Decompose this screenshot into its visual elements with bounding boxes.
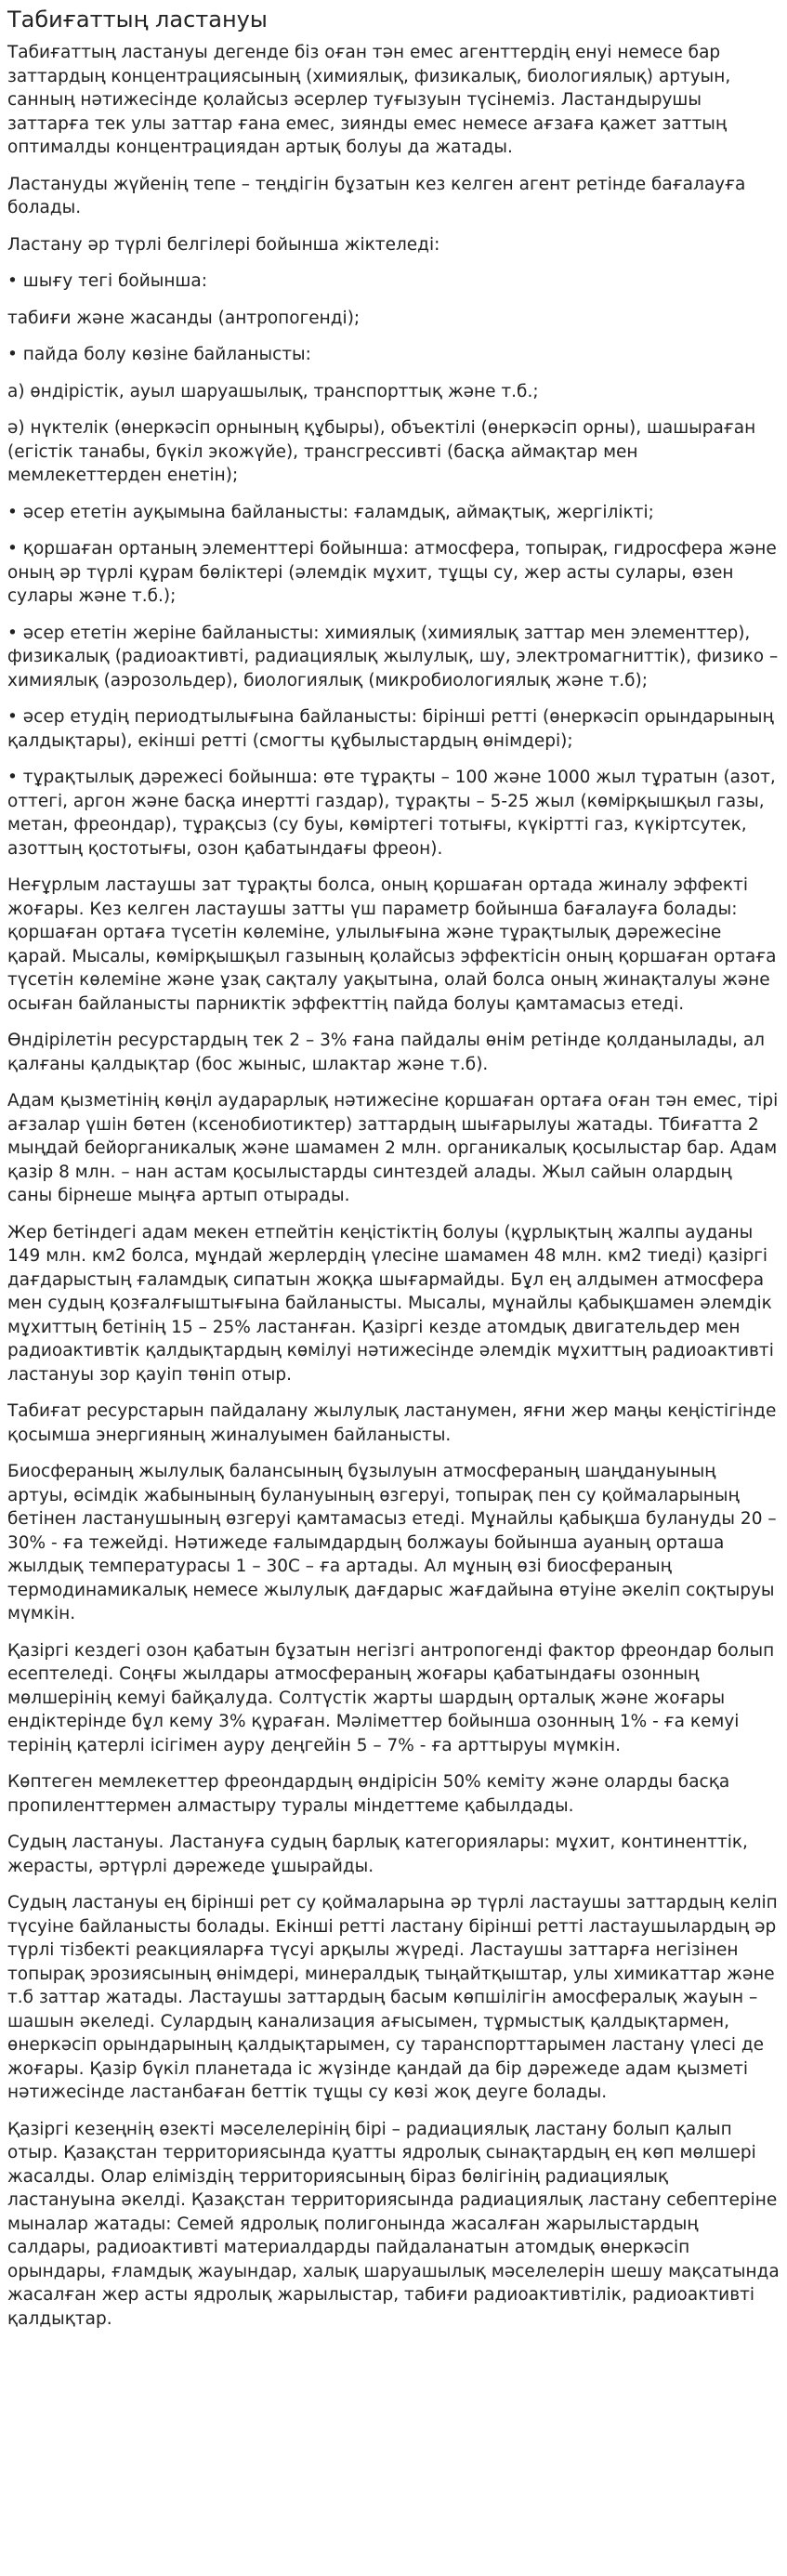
paragraph: Табиғат ресурстарын пайдалану жылулық ластанумен, яғни жер маңы кеңістігінде қосымша энергияның жиналуымен байланысты. <box>7 1401 777 1445</box>
list-item: табиғи және жасанды (антропогенді); <box>7 308 361 328</box>
paragraph: Табиғаттың ластануы дегенде біз оған тән емес агенттердің енуі немесе бар заттардың концентрациясының (химиялық, физикалық, биологиялық) артуын, санның нәтижесінде қолайсыз әсерлер туғызуын түсінеміз. Ластандырушы заттарға тек улы заттар ғана емес, зиянды емес немесе ағзаға қажет заттың оптималды концентрациядан артық болуы да жатады. <box>7 43 731 157</box>
list-item: • пайда болу көзіне байланысты: <box>7 345 311 364</box>
list-item: • әсер ететін ауқымына байланысты: ғаламдық, аймақтық, жергілікті; <box>7 502 654 522</box>
paragraph: Өндірілетін ресурстардың тек 2 – 3% ғана пайдалы өнім ретінде қолданылады, ал қалғаны қалдықтар (бос жыныс, шлактар және т.б). <box>7 1031 765 1074</box>
list-item: • әсер ететін жеріне байланысты: химиялық (химиялық заттар мен элементтер), физикалық (радиоактивті, радиациялық жылулық, шу, электромагниттік), физико – химиялық (аэрозольдер), биологиялық (микробиологиялық және т.б); <box>7 623 779 690</box>
list-item: • әсер етудің периодтылығына байланысты: бірінші ретті (өнеркәсіп орындарының қалдықтары), екінші ретті (смогты құбылыстардың өнімдері); <box>7 707 774 751</box>
paragraph: Қазіргі кездегі озон қабатын бұзатын негізгі антропогенді фактор фреондар болып есептеледі. Соңғы жылдары атмосфераның жоғары қабатындағы озонның мөлшерінің кемуі байқалуда. Солтүстік жарты шардың орталық және жоғары ендіктерінде бұл кему 3% құраған. Мәліметтер бойынша озонның 1% - ға кемуі терінің қатерлі ісігімен ауру деңгейін 5 – 7% - ға арттыруы мүмкін. <box>7 1640 775 1755</box>
paragraph: Судың ластануы ең бірінші рет су қоймаларына әр түрлі ластаушы заттардың келіп түсуіне байланысты болады. Екінші ретті ластану бірінші ретті ластаушылардың әр түрлі тізбекті реакцияларға түсуі арқылы жүреді. Ластаушы заттарға негізінен топырақ эрозиясының өнімдері, минералдық тыңайтқыштар, улы химикаттар және т.б заттар жатады. Ластаушы заттардың басым көпшілігін амосфералық жауын – шашын әкеледі. Сулардың канализация ағысымен, тұрмыстық қалдықтармен, өнеркәсіп орындарының қалдықтарымен, су таранспорттарымен ластану үлесі де жоғары. Қазір бүкіл планетада іс жүзінде қандай да бір дәрежеде адам қызметі нәтижесінде ластанбаған беттік тұщы су көзі жоқ деуге болады. <box>7 1893 778 2102</box>
page-title: Табиғаттың ластануы <box>7 7 268 33</box>
paragraph: Көптеген мемлекеттер фреондардың өндірісін 50% кеміту және оларды басқа пропиленттермен алмастыру туралы міндеттеме қабылдады. <box>7 1772 730 1816</box>
list-item: ә) нүктелік (өнеркәсіп орнының құбыры), объектілі (өнеркәсіп орны), шашыраған (егістік танабы, бүкіл экожүйе), трансгрессивті (басқа аймақтар мен мемлекеттерден енетін); <box>7 418 756 485</box>
paragraph: Неғұрлым ластаушы зат тұрақты болса, оның қоршаған ортада жиналу эффекті жоғары. Кез келген ластаушы затты үш параметр бойынша бағалауға болады: қоршаған ортаға түсетін көлеміне, улылығына және тұрақтылық дәрежесіне қарай. Мысалы, көмірқышқыл газының қолайсыз эффектісін оның қоршаған ортаға түсетін көлеміне және ұзақ сақталу уақытына, олай болса оның жинақталуы және осыған байланысты парниктік эффекттің пайда болуы қамтамасыз етеді. <box>7 875 777 1014</box>
paragraph: Ластану әр түрлі белгілері бойынша жіктеледі: <box>7 234 440 255</box>
paragraph: Адам қызметінің көңіл аударарлық нәтижесіне қоршаған ортаға оған тән емес, тірі ағзалар үшін бөтен (ксенобиотиктер) заттардың шығарылуы жатады. Тбиғатта 2 мыңдай бейорганикалық және шамамен 2 млн. органикалық қосылыстар бар. Адам қазір 8 млн. – нан астам қосылыстарды синтездей алады. Жыл сайын олардың саны бірнеше мыңға артып отырады. <box>7 1091 779 1205</box>
paragraph: Судың ластануы. Ластануға судың барлық категориялары: мұхит, континенттік, жерасты, әртүрлі дәрежеде ұшырайды. <box>7 1833 748 1876</box>
paragraph: Ластануды жүйенің тепе – теңдігін бұзатын кез келген агент ретінде бағалауға болады. <box>7 174 746 217</box>
list-item: • қоршаған ортаның элементтері бойынша: атмосфера, топырақ, гидросфера және оның әр түрлі құрам бөліктері (әлемдік мұхит, тұщы су, жер асты сулары, өзен сулары және т.б.); <box>7 539 777 606</box>
list-item: • тұрақтылық дәрежесі бойынша: өте тұрақты – 100 және 1000 жыл тұратын (азот, оттегі, аргон және басқа инертті газдар), тұрақты – 5-25 жыл (көмірқышқыл газы, метан, фреондар), тұрақсыз (су буы, көміртегі тотығы, күкіртті газ, күкіртсутек, азоттың қостотығы, озон қабатындағы фреон). <box>7 768 776 859</box>
list-item: • шығу тегі бойынша: <box>7 271 207 291</box>
paragraph: Жер бетіндегі адам мекен етпейтін кеңістіктің болуы (құрлықтың жалпы ауданы 149 млн. км2 болса, мұндай жерлердің үлесіне шамамен 48 млн. км2 тиеді) қазіргі дағдарыстың ғаламдық сипатын жоққа шығармайды. Бұл ең алдымен атмосфера мен судың қозғалғыштығына байланысты. Мысалы, мұнайлы қабықшамен әлемдік мұхиттың бетінің 15 – 25% ластанған. Қазіргі кезде атомдық двигательдер мен радиоактивтік қалдықтардың көмілуі нәтижесінде әлемдік мұхиттың радиоактивті ластануы зор қауіп төніп отыр. <box>7 1222 774 1385</box>
paragraph: Биосфераның жылулық балансының бұзылуын атмосфераның шаңдануының артуы, өсімдік жабынының булануының өзгеруі, топырақ пен су қоймаларының бетінен ластанушының өзгеруі қамтамасыз етеді. Мұнайлы қабықша булануды 20 – 30% - ға тежейді. Нәтижеде ғалымдардың болжауы бойынша ауаның орташа жылдық температурасы 1 – 30С – ға артады. Ал мұның өзі биосфераның термодинамикалық немесе жылулық дағдарыс жағдайына өтуіне әкеліп соқтыруы мүмкін. <box>7 1462 777 1623</box>
article-body <box>7 41 781 2331</box>
list-item: а) өндірістік, ауыл шаруашылық, транспорттық және т.б.; <box>7 381 539 401</box>
paragraph: Қазіргі кезеңнің өзекті мәселелерінің бірі – радиациялық ластану болып қалып отыр. Қазақстан территориясында қуатты ядролық сынақтардың ең көп мөлшері жасалды. Олар еліміздің территориясының біраз бөлігінің радиациялық ластануына әкелді. Қазақстан территориясында радиациялық ластану себептеріне мыналар жатады: Семей ядролық полигонында жасалған жарылыстардың салдары, радиоактивті материалдарды пайдаланатын атомдық өнеркәсіп орындары, ғламдық жауындар, халық шаруашылық мәселелерін шешу мақсатында жасалған жер асты ядролық жарылыстар, табиғи радиоактивтілік, радиоактивті қалдықтар. <box>7 2119 780 2329</box>
